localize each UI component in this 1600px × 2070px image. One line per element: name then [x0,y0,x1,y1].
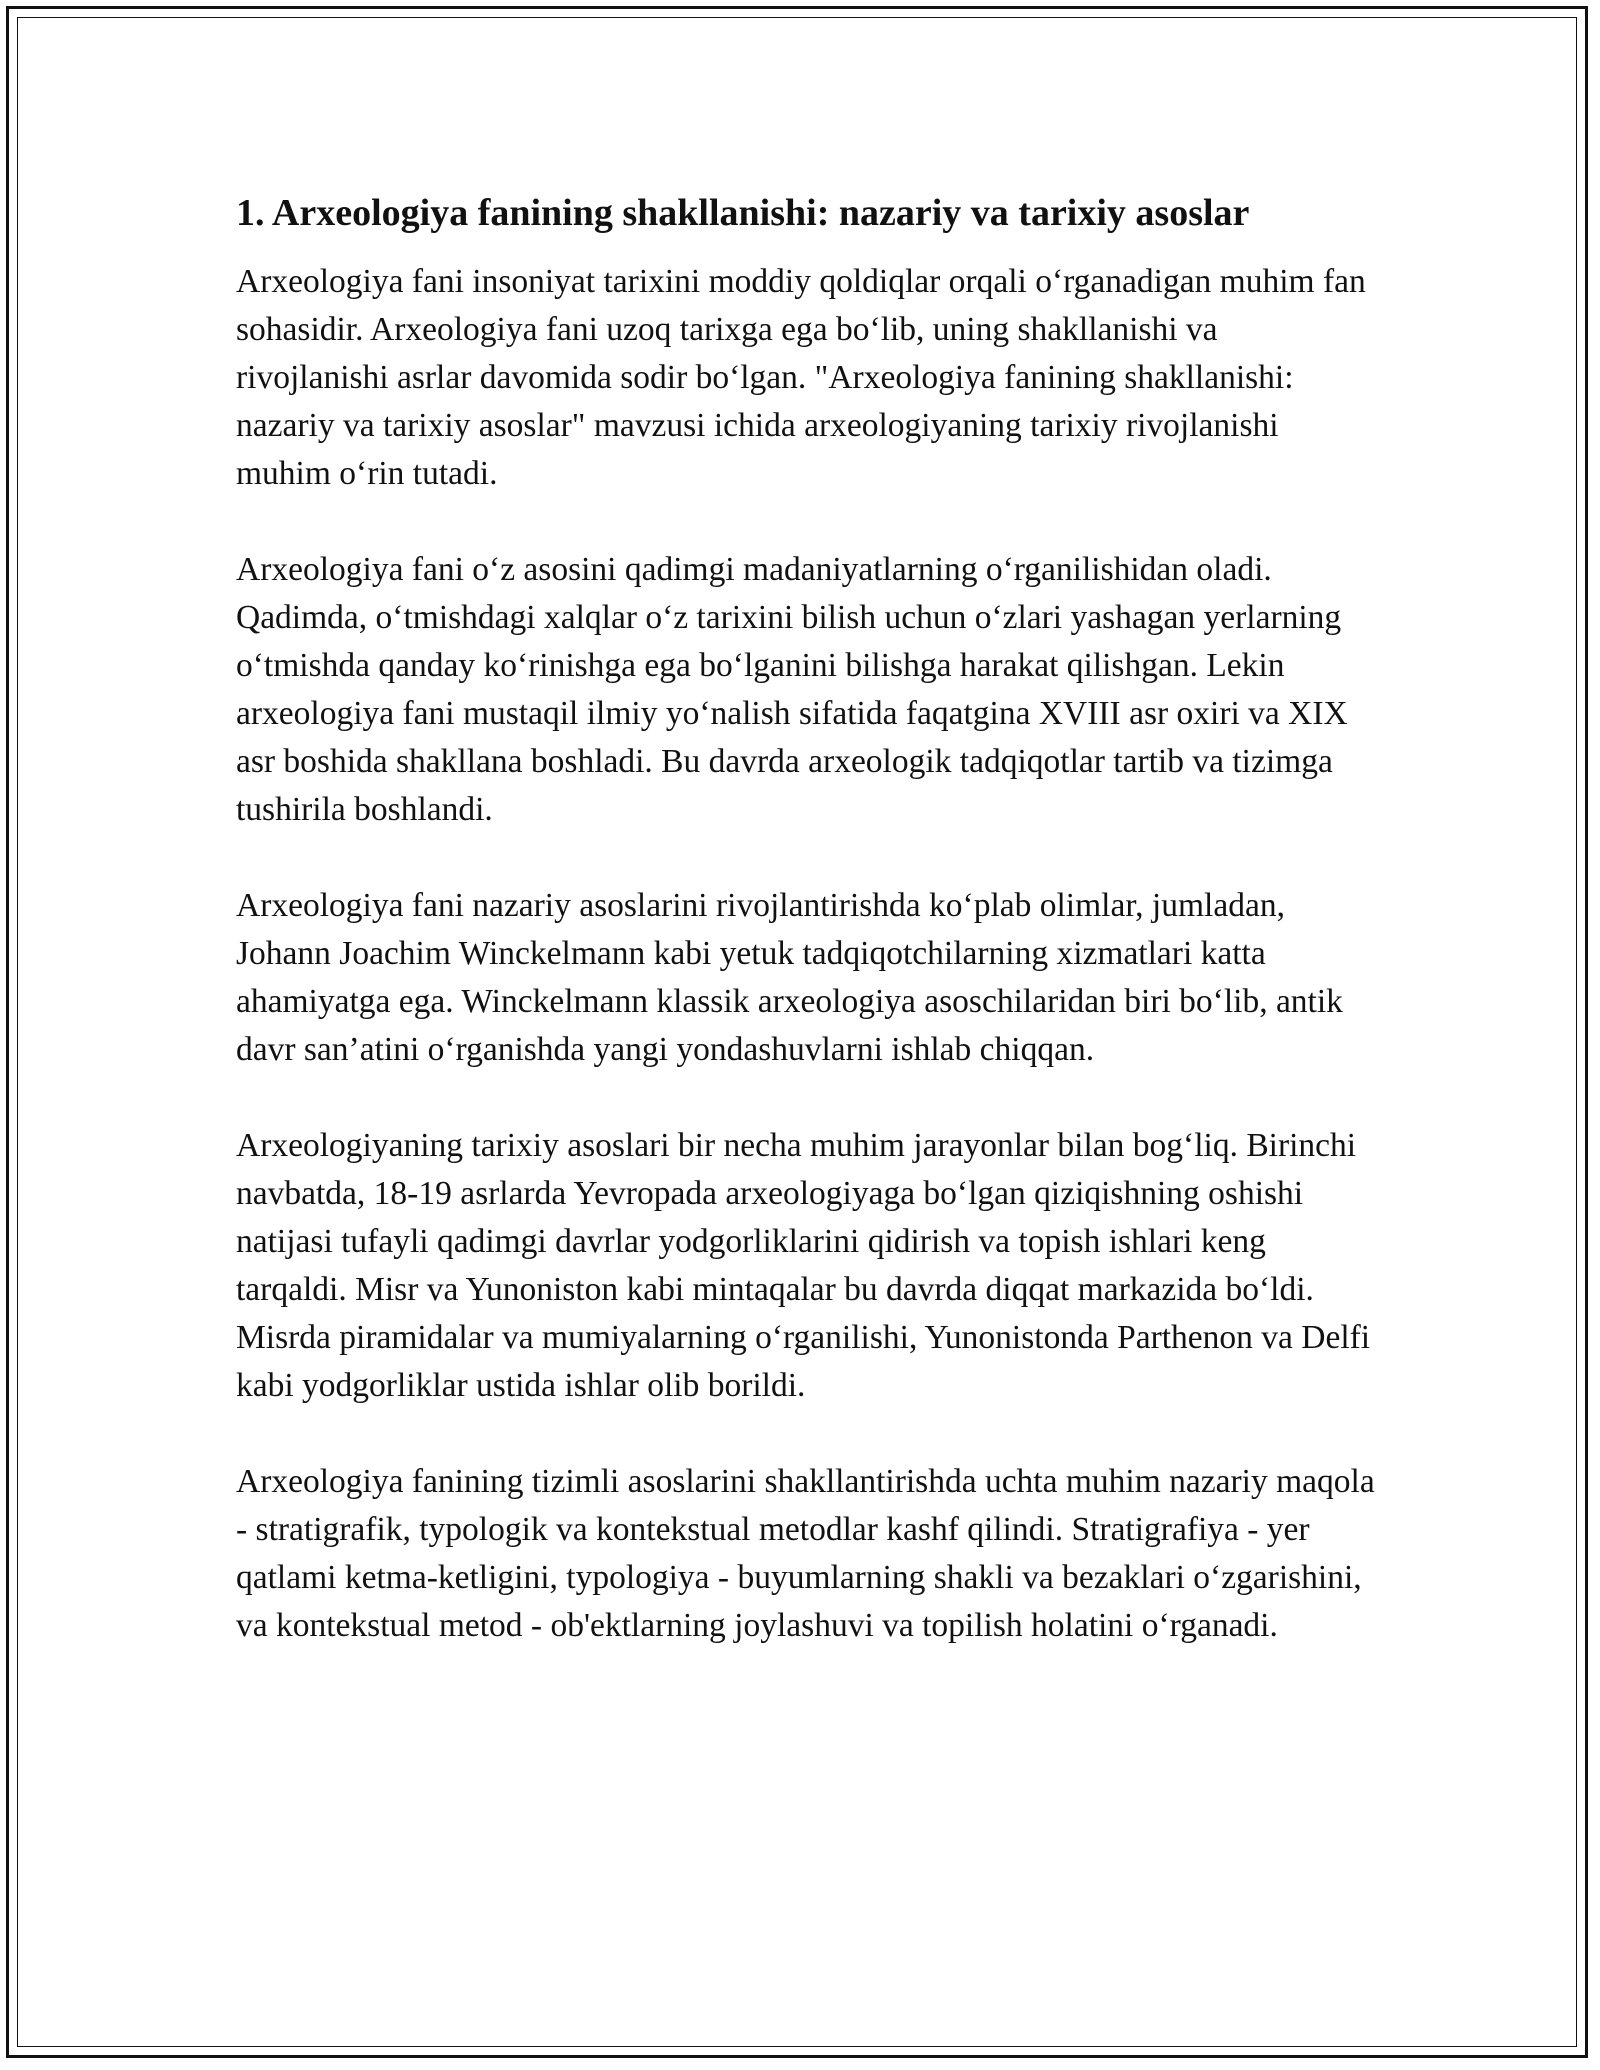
document-body [236,186,1376,1698]
paragraph-2: Arxeologiya fani o‘z asosini qadimgi madaniyatlarning o‘rganilishidan oladi. Qadimda, o‘tmishdagi xalqlar o‘z tarixini bilish uchun o‘zlari yashagan yerlarning o‘tmishda qanday ko‘rinishga ega bo‘lganini bilishga harakat qilishgan. Lekin arxeologiya fani mustaqil ilmiy yo‘nalish sifatida faqatgina XVIII asr oxiri va XIX asr boshida shakllana boshladi. Bu davrda arxeologik tadqiqotlar tartib va tizimga tushirila boshlandi. [236,551,1348,828]
paragraph-1: Arxeologiya fani insoniyat tarixini moddiy qoldiqlar orqali o‘rganadigan muhim fan sohasidir. Arxeologiya fani uzoq tarixga ega bo‘lib, uning shakllanishi va rivojlanishi asrlar davomida sodir bo‘lgan. "Arxeologiya fanining shakllanishi: nazariy va tarixiy asoslar" mavzusi ichida arxeologiyaning tarixiy rivojlanishi muhim o‘rin tutadi. [236,263,1366,492]
paragraph-3: Arxeologiya fani nazariy asoslarini rivojlantirishda ko‘plab olimlar, jumladan, Johann Joachim Winckelmann kabi yetuk tadqiqotchilarning xizmatlari katta ahamiyatga ega. Winckelmann klassik arxeologiya asoschilaridan biri bo‘lib, antik davr san’atini o‘rganishda yangi yondashuvlarni ishlab chiqqan. [236,887,1343,1068]
paragraph-4: Arxeologiyaning tarixiy asoslari bir necha muhim jarayonlar bilan bog‘liq. Birinchi navbatda, 18-19 asrlarda Yevropada arxeologiyaga bo‘lgan qiziqishning oshishi natijasi tufayli qadimgi davrlar yodgorliklarini qidirish va topish ishlari keng tarqaldi. Misr va Yunoniston kabi mintaqalar bu davrda diqqat markazida bo‘ldi. Misrda piramidalar va mumiyalarning o‘rganilishi, Yunonistonda Parthenon va Delfi kabi yodgorliklar ustida ishlar olib borildi. [236,1127,1371,1404]
paragraph-5: Arxeologiya fanining tizimli asoslarini shakllantirishda uchta muhim nazariy maqola - stratigrafik, typologik va kontekstual metodlar kashf qilindi. Stratigrafiya - yer qatlami ketma-ketligini, typologiya - buyumlarning shakli va bezaklari o‘zgarishini, va kontekstual metod - ob'ektlarning joylashuvi va topilish holatini o‘rganadi. [236,1463,1375,1644]
document-title: 1. Arxeologiya fanining shakllanishi: nazariy va tarixiy asoslar [236,192,1250,234]
